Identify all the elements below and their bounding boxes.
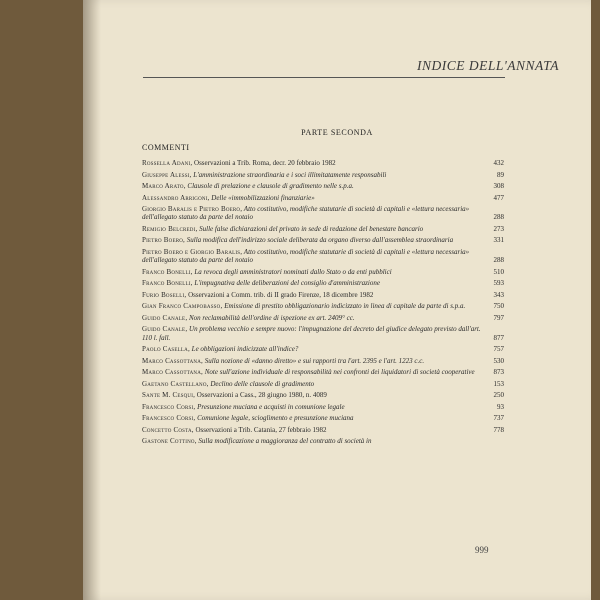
entry-author: Pietro Boero e Giorgio Baralis, [142,247,243,256]
entry-author: Marco Arato, [142,182,186,190]
entry-title: Osservazioni a Trib. Roma, decr. 20 febbraio 1982 [192,159,336,167]
entry-title: Comunione legale, scioglimento e presunzione muciana [195,414,354,423]
header-rule [143,77,505,78]
entry-page-number: 89 [497,170,504,179]
entry-author: Franco Bonelli, [142,279,193,288]
index-entry [142,302,504,310]
index-entry [142,171,504,179]
entry-page-number: 432 [493,159,504,167]
index-entries [142,159,504,449]
entry-title: Delle «immobilizzazioni finanziarie» [209,193,315,202]
entry-title: Sulle false dichiarazioni del privato in sede di redazione del benestare bancario [197,224,424,233]
index-entry [142,314,504,322]
index-entry [142,325,504,342]
entry-title: Declino delle clausole di gradimento [208,379,315,388]
entry-title: Clausole di prelazione e clausole di gradimento nelle s.p.a. [185,182,354,190]
entry-author: Alessandro Arrigoni, [142,193,210,202]
index-entry [142,437,504,445]
entry-page-number: 593 [493,279,504,288]
entry-page-number: 153 [493,379,504,388]
entry-author: Concetto Costa, [142,425,194,434]
entry-author: Pietro Boero, [142,236,185,245]
entry-author: Marco Cassottana, [142,368,204,377]
index-entry [142,403,504,411]
entry-title: La revoca degli amministratori nominati dallo Stato o da enti pubblici [192,267,392,276]
entry-title: Osservazioni a Trib. Catania, 27 febbraio 1982 [193,425,327,434]
entry-author: Gastone Cottino, [142,437,197,446]
entry-title: L'amministrazione straordinaria e i soci illimitatamente responsabili [191,170,387,179]
entry-title: Sulla modificazione a maggioranza del contratto di società in [196,437,372,446]
index-entry [142,391,504,399]
entry-author: Rossella Adani, [142,159,193,167]
index-entry [142,426,504,434]
entry-title: L'impugnativa delle deliberazioni del consiglio d'amministrazione [192,279,380,288]
index-entry [142,268,504,276]
entry-page-number: 288 [493,213,504,222]
entry-page-number: 797 [493,313,504,322]
entry-page-number: 331 [493,236,504,245]
section-title: PARTE SECONDA [301,128,373,137]
running-header: INDICE DELL'ANNATA [416,58,559,73]
index-entry [142,279,504,287]
entry-title: Sulla modifica dell'indirizzo sociale deliberata da organo diverso dall'assemblea straordinaria [185,236,454,245]
page-folio: 999 [475,545,489,555]
entry-author: Guido Canale, [142,325,188,334]
entry-page-number: 757 [493,345,504,354]
entry-author: Paolo Casella, [142,345,190,354]
entry-title: Presunzione muciana e acquisti in comunione legale [195,402,345,411]
index-entry [142,236,504,244]
entry-author: Guido Canale, [142,313,188,322]
index-entry [142,159,504,167]
entry-author: Gaetano Castellano, [142,379,209,388]
entry-page-number: 93 [497,402,504,411]
entry-page-number: 873 [493,368,504,377]
entry-page-number: 737 [493,414,504,423]
entry-page-number: 477 [493,193,504,202]
entry-page-number: 308 [493,182,504,190]
index-entry [142,248,504,265]
section-subtitle: COMMENTI [142,143,190,152]
entry-title: Non reclamabilità dell'ordine di ispezione ex art. 2409° cc. [187,313,355,322]
index-entry [142,368,504,376]
index-entry [142,182,504,190]
entry-title: Sulla nozione di «danno diretto» e sui rapporti tra l'art. 2395 e l'art. 1223 c.c. [203,356,425,365]
index-entry [142,291,504,299]
entry-title: Atto costitutivo, modifiche statutarie di società di capitali e «lettura necessaria» dell'allegato statuto da parte del notaio [142,205,470,222]
entry-page-number: 343 [493,290,504,299]
entry-author: Francesco Corsi, [142,414,196,423]
index-entry [142,357,504,365]
entry-page-number: 250 [493,391,504,400]
entry-title: Osservazioni a Cass., 28 giugno 1980, n. 4089 [195,391,327,400]
entry-title: Note sull'azione individuale di responsabilità nei confronti dei liquidatori di società cooperative [203,368,475,377]
entry-page-number: 510 [493,267,504,276]
spine-shadow [83,0,101,600]
entry-page-number: 288 [493,256,504,265]
index-entry [142,225,504,233]
index-entry [142,194,504,202]
index-entry [142,345,504,353]
index-entry [142,414,504,422]
index-entry [142,380,504,388]
entry-title: Atto costitutivo, modifiche statutarie di società di capitali e «lettura necessaria» dell'allegato statuto da parte del notaio [142,247,470,265]
entry-page-number: 273 [493,224,504,233]
entry-page-number: 778 [493,425,504,434]
entry-author: Remigio Belcredi, [142,224,198,233]
entry-page-number: 530 [493,356,504,365]
entry-page-number: 877 [493,333,504,342]
entry-author: Sante M. Cesqui, [142,391,196,400]
book-page [83,0,591,600]
entry-title: Un problema vecchio e sempre nuovo: l'impugnazione del decreto del giudice delegato previsto dall'art. 110 l. fall. [142,325,481,342]
entry-title: Emissione di prestito obbligazionario indicizzato in linea di capitale da parte di s.p.a. [222,302,466,311]
entry-author: Franco Bonelli, [142,267,193,276]
entry-page-number: 750 [493,302,504,311]
entry-title: Osservazioni a Comm. trib. di II grado Firenze, 18 dicembre 1982 [186,290,374,299]
entry-author: Giuseppe Alessi, [142,170,192,179]
entry-author: Gian Franco Campobasso, [142,302,223,311]
index-entry [142,205,504,222]
entry-author: Furio Boselli, [142,290,187,299]
entry-title: Le obbligazioni indicizzate all'indice? [189,345,299,354]
entry-author: Francesco Corsi, [142,402,196,411]
entry-author: Marco Cassottana, [142,356,204,365]
entry-author: Giorgio Baralis e Pietro Boero, [142,205,243,213]
